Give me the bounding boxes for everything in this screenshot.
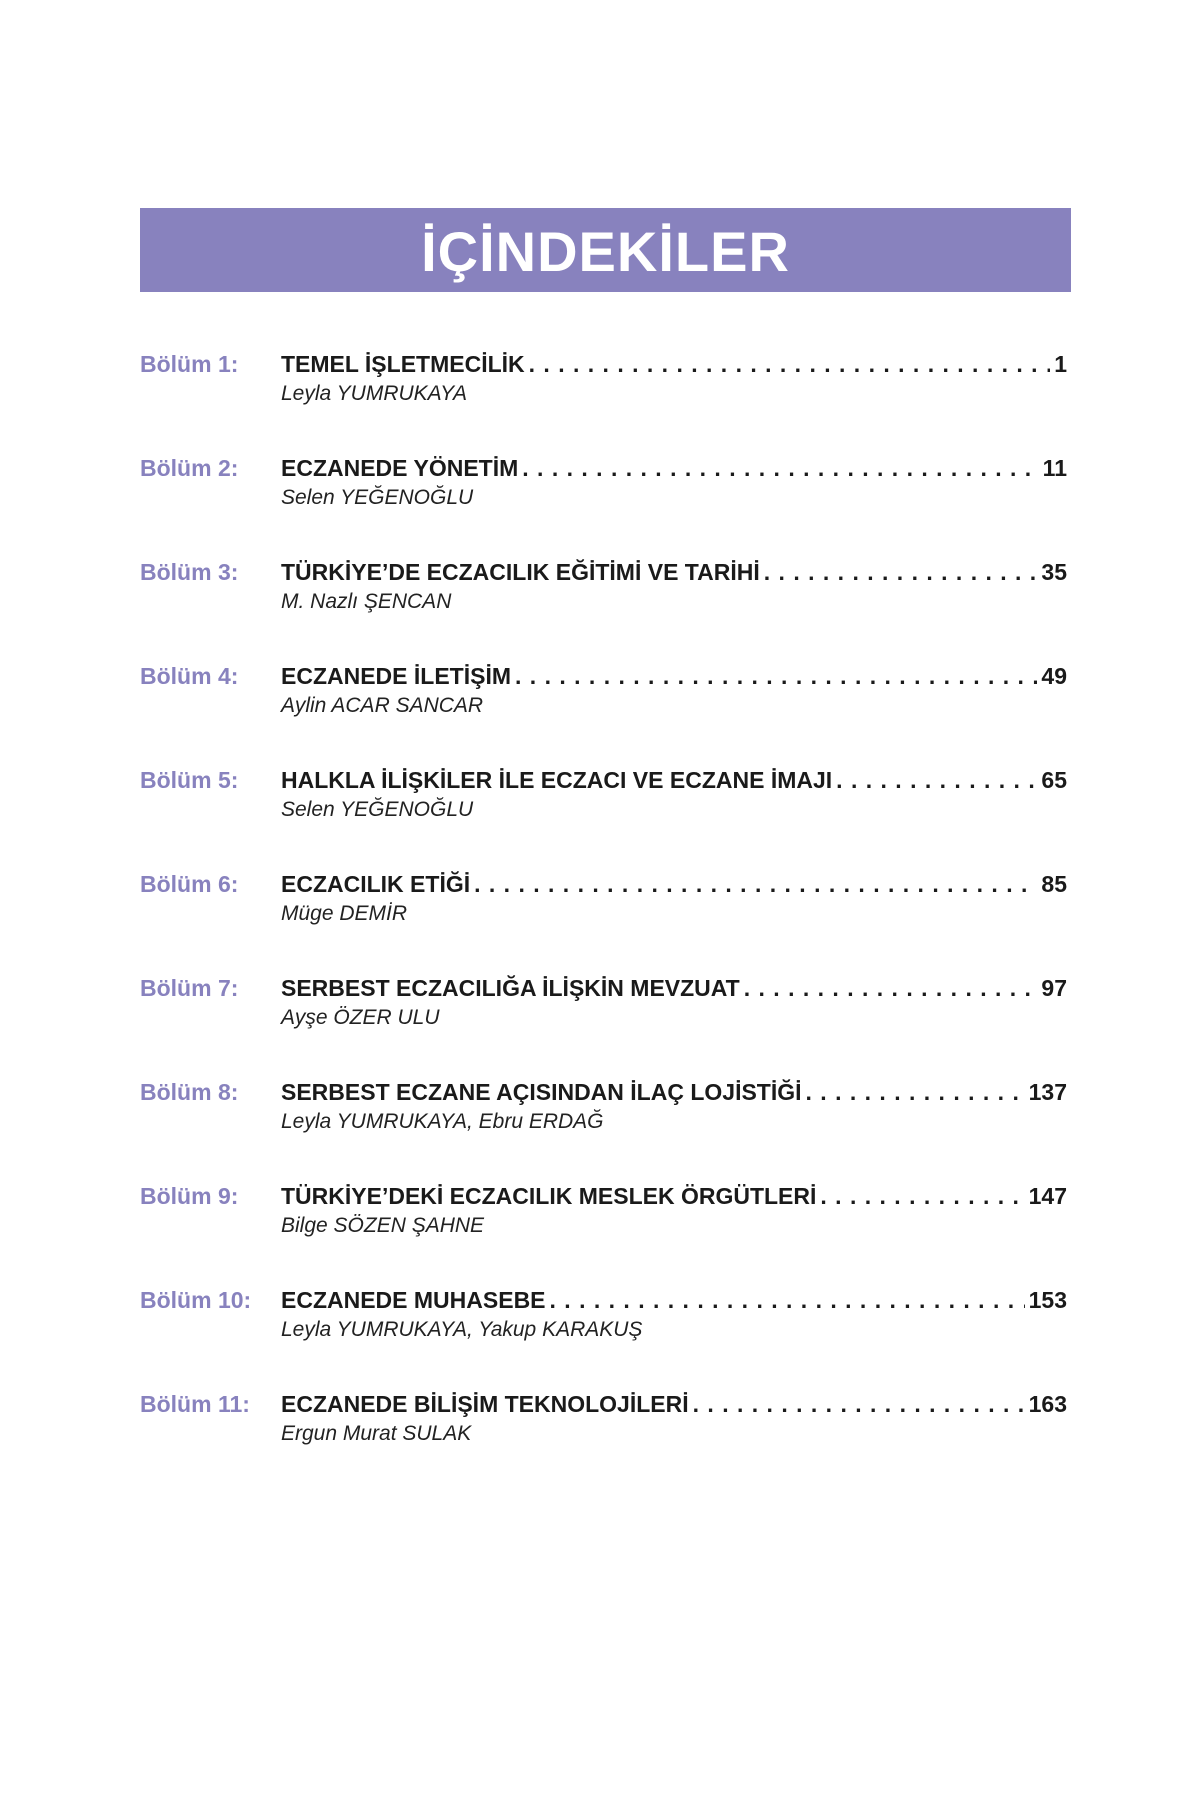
- chapter-label: Bölüm 5:: [140, 767, 239, 793]
- dot-leader: [550, 1284, 1025, 1316]
- page-number[interactable]: 163: [1028, 1391, 1067, 1417]
- toc-entry[interactable]: [140, 972, 1067, 1076]
- chapter-title[interactable]: ECZANEDE YÖNETİM: [281, 455, 519, 481]
- chapter-label: Bölüm 7:: [140, 975, 239, 1001]
- chapter-title[interactable]: ECZANEDE MUHASEBE: [281, 1287, 546, 1313]
- page-number[interactable]: 137: [1028, 1079, 1067, 1105]
- table-of-contents: [140, 348, 1067, 1492]
- toc-entry-body: [281, 972, 1067, 1032]
- dot-leader: [806, 1076, 1025, 1108]
- chapter-label: Bölüm 4:: [140, 663, 239, 689]
- title-line: [281, 1388, 1067, 1420]
- toc-entry[interactable]: [140, 1284, 1067, 1388]
- toc-entry[interactable]: [140, 1180, 1067, 1284]
- dot-leader: [744, 972, 1038, 1004]
- page-number[interactable]: 147: [1028, 1183, 1067, 1209]
- toc-entry-body: [281, 868, 1067, 928]
- chapter-author: M. Nazlı ŞENCAN: [281, 590, 452, 613]
- chapter-author: Ergun Murat SULAK: [281, 1422, 472, 1445]
- toc-entry[interactable]: [140, 660, 1067, 764]
- dot-leader: [764, 556, 1038, 588]
- dot-leader: [529, 348, 1051, 380]
- toc-entry-body: [281, 1284, 1067, 1344]
- chapter-label: Bölüm 3:: [140, 559, 239, 585]
- chapter-label: Bölüm 9:: [140, 1183, 239, 1209]
- chapter-label: Bölüm 6:: [140, 871, 239, 897]
- chapter-label: Bölüm 8:: [140, 1079, 239, 1105]
- dot-leader: [522, 452, 1038, 484]
- chapter-label: Bölüm 2:: [140, 455, 239, 481]
- chapter-label: Bölüm 1:: [140, 351, 239, 377]
- page-number[interactable]: 85: [1041, 871, 1067, 897]
- title-line: [281, 1284, 1067, 1316]
- title-line: [281, 764, 1067, 796]
- page-number[interactable]: 11: [1042, 455, 1067, 481]
- chapter-title[interactable]: ECZANEDE BİLİŞİM TEKNOLOJİLERİ: [281, 1391, 689, 1417]
- chapter-author: Bilge SÖZEN ŞAHNE: [281, 1214, 485, 1237]
- dot-leader: [693, 1388, 1025, 1420]
- chapter-author: Leyla YUMRUKAYA, Yakup KARAKUŞ: [281, 1318, 643, 1341]
- page-number[interactable]: 97: [1041, 975, 1067, 1001]
- page-number[interactable]: 1: [1054, 351, 1067, 377]
- dot-leader: [474, 868, 1037, 900]
- title-line: [281, 452, 1067, 484]
- toc-entry-body: [281, 452, 1067, 512]
- title-line: [281, 1180, 1067, 1212]
- dot-leader: [515, 660, 1037, 692]
- chapter-title[interactable]: TEMEL İŞLETMECİLİK: [281, 351, 525, 377]
- title-line: [281, 1076, 1067, 1108]
- chapter-author: Ayşe ÖZER ULU: [281, 1006, 440, 1029]
- chapter-author: Müge DEMİR: [281, 902, 408, 925]
- dot-leader: [836, 764, 1037, 796]
- toc-entry[interactable]: [140, 348, 1067, 452]
- page-number[interactable]: 153: [1028, 1287, 1067, 1313]
- chapter-title[interactable]: ECZANEDE İLETİŞİM: [281, 663, 512, 689]
- chapter-title[interactable]: SERBEST ECZACILIĞA İLİŞKİN MEVZUAT: [281, 975, 740, 1001]
- title-line: [281, 972, 1067, 1004]
- chapter-label: Bölüm 10:: [140, 1287, 252, 1313]
- toc-entry-body: [281, 660, 1067, 720]
- title-line: [281, 660, 1067, 692]
- chapter-author: Aylin ACAR SANCAR: [281, 694, 484, 717]
- toc-entry[interactable]: [140, 556, 1067, 660]
- page-number[interactable]: 35: [1041, 559, 1067, 585]
- toc-entry-body: [281, 764, 1067, 824]
- dot-leader: [820, 1180, 1024, 1212]
- toc-entry-body: [281, 1076, 1067, 1136]
- chapter-author: Selen YEĞENOĞLU: [281, 798, 474, 821]
- header-bar: [140, 208, 1071, 292]
- toc-entry[interactable]: [140, 452, 1067, 556]
- toc-entry[interactable]: [140, 1388, 1067, 1492]
- chapter-title[interactable]: SERBEST ECZANE AÇISINDAN İLAÇ LOJİSTİĞİ: [281, 1079, 802, 1105]
- toc-entry[interactable]: [140, 1076, 1067, 1180]
- page-number[interactable]: 65: [1041, 767, 1067, 793]
- title-line: [281, 556, 1067, 588]
- chapter-title[interactable]: TÜRKİYE’DEKİ ECZACILIK MESLEK ÖRGÜTLERİ: [281, 1183, 817, 1209]
- page-number[interactable]: 49: [1041, 663, 1067, 689]
- chapter-label: Bölüm 11:: [140, 1391, 250, 1417]
- chapter-author: Leyla YUMRUKAYA: [281, 382, 467, 405]
- toc-entry-body: [281, 1388, 1067, 1448]
- chapter-author: Leyla YUMRUKAYA, Ebru ERDAĞ: [281, 1110, 604, 1133]
- chapter-title[interactable]: HALKLA İLİŞKİLER İLE ECZACI VE ECZANE İMAJI: [281, 767, 833, 793]
- toc-entry-body: [281, 348, 1067, 408]
- toc-entry[interactable]: [140, 764, 1067, 868]
- chapter-title[interactable]: ECZACILIK ETİĞİ: [281, 871, 471, 897]
- title-line: [281, 868, 1067, 900]
- toc-entry[interactable]: [140, 868, 1067, 972]
- toc-entry-body: [281, 556, 1067, 616]
- chapter-author: Selen YEĞENOĞLU: [281, 486, 474, 509]
- title-line: [281, 348, 1067, 380]
- toc-entry-body: [281, 1180, 1067, 1240]
- chapter-title[interactable]: TÜRKİYE’DE ECZACILIK EĞİTİMİ VE TARİHİ: [281, 559, 760, 585]
- page-title: İÇİNDEKİLER: [421, 220, 790, 283]
